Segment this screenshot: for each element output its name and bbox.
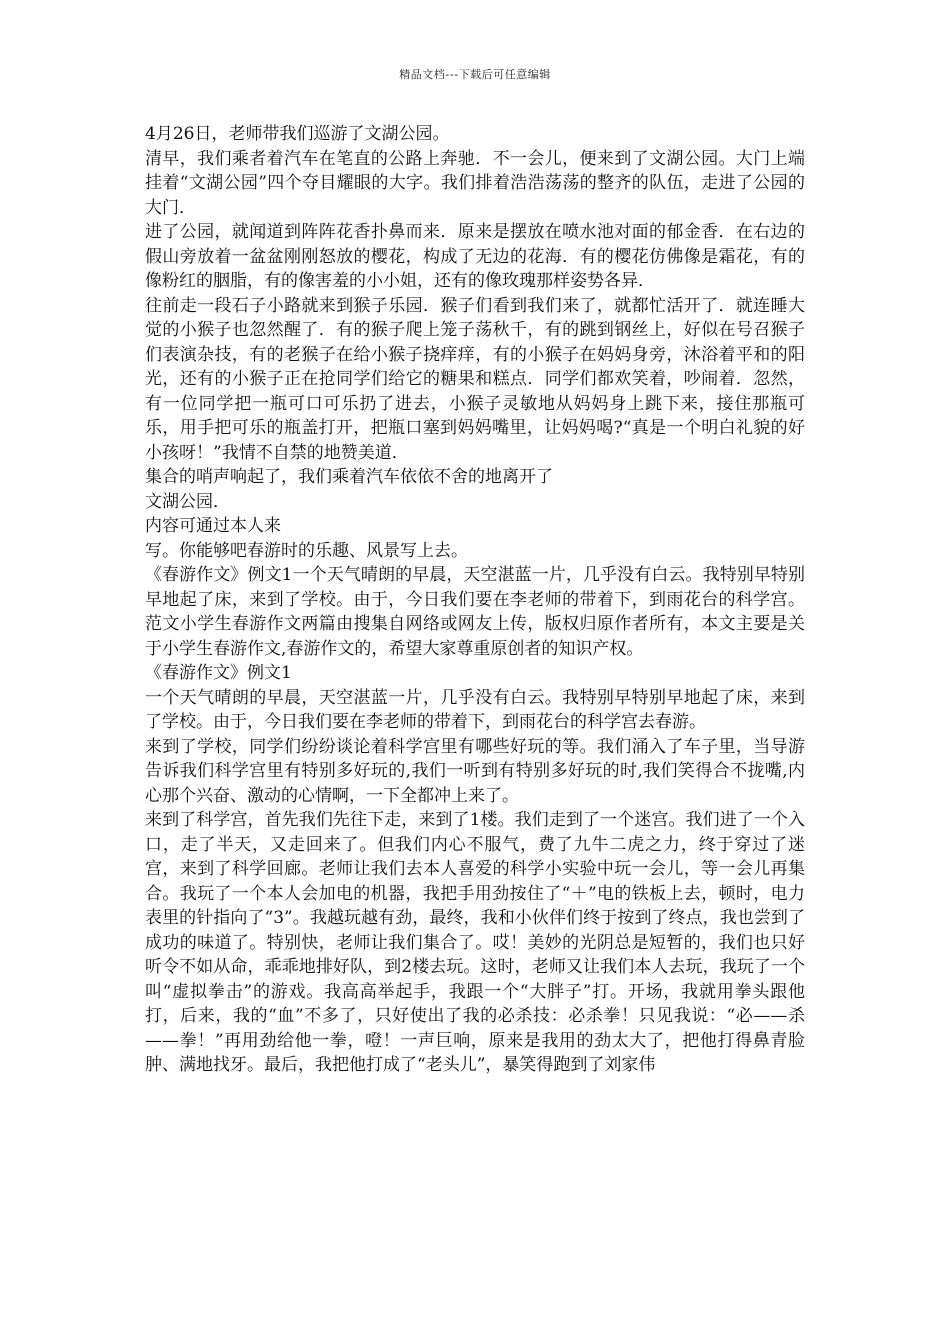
- paragraph-intro-example: 《春游作文》例文1一个天气晴朗的早晨，天空湛蓝一片，几乎没有白云。我特别早特别早地起了床，来到了学校。由于，今日我们要在李老师的带着下，到雨花台的科学宫。范文小学生春游作文两篇由搜集自网络或网友上传，版权归原作者所有，本文主要是关于小学生春游作文,春游作文的，希望大家尊重原创者的知识产权。: [145, 565, 805, 659]
- paragraph-example-title: 《春游作文》例文1: [145, 663, 292, 683]
- paragraph-flowers: 进了公园，就闻道到阵阵花香扑鼻而来．原来是摆放在喷水池对面的郁金香．在右边的假山旁放着一盆盆刚刚怒放的樱花，构成了无边的花海．有的樱花仿佛像是霜花，有的像粉红的胭脂，有的像害羞的小小姐，还有的像玫瑰那样姿势各异．: [145, 222, 805, 291]
- paragraph-note-1: 内容可通过本人来: [145, 516, 281, 536]
- paragraph-note-2: 写。你能够吧春游时的乐趣、风景写上去。: [145, 540, 468, 561]
- paragraph-monkeys: 往前走一段石子小路就来到猴子乐园．猴子们看到我们来了，就都忙活开了．就连睡大觉的小猴子也忽然醒了．有的猴子爬上笼子荡秋千，有的跳到钢丝上，好似在号召猴子们表演杂技，有的老猴子在给小猴子挠痒痒，有的小猴子在妈妈身旁，沐浴着平和的阳光，还有的小猴子正在抢同学们给它的糖果和糕点．同学们都欢笑着，吵闹着．忽然，有一位同学把一瓶可口可乐扔了进去，小猴子灵敏地从妈妈身上跳下来，接住那瓶可乐，用手把可乐的瓶盖打开，把瓶口塞到妈妈嘴里，让妈妈喝?“真是一个明白礼貌的好小孩呀！”我情不自禁的地赞美道．: [145, 295, 805, 463]
- paragraph-example-morning: 一个天气晴朗的早晨，天空湛蓝一片，几乎没有白云。我特别早特别早地起了床，来到了学校。由于，今日我们要在李老师的带着下，到雨花台的科学宫去春游。: [145, 687, 805, 732]
- paragraph-school: 来到了学校，同学们纷纷谈论着科学宫里有哪些好玩的等。我们涌入了车子里，当导游告诉我们科学宫里有特别多好玩的,我们一听到有特别多好玩的时,我们笑得合不拢嘴,内心那个兴奋、激动的心情啊，一下全都冲上来了。: [145, 736, 805, 806]
- document-body: [145, 122, 805, 1078]
- paragraph-science-palace: 来到了科学宫，首先我们先往下走，来到了1楼。我们走到了一个迷宫。我们进了一个入口，走了半天，又走回来了。但我们内心不服气，费了九牛二虎之力，终于穿过了迷宫，来到了科学回廊。老师让我们去本人喜爱的科学小实验中玩一会儿，等一会儿再集合。我玩了一个本人会加电的机器，我把手用劲按住了“＋”电的铁板上去，顿时，电力表里的针指向了“3”。我越玩越有劲，最终，我和小伙伴们终于按到了终点，我也尝到了成功的味道了。特别快，老师让我们集合了。哎！美妙的光阴总是短暂的，我们也只好听令不如从命，乖乖地排好队，到2楼去玩。这时，老师又让我们本人去玩，我玩了一个叫“虚拟拳击”的游戏。我高高举起手，我跟一个“大胖子”打。开场，我就用拳头跟他打，后来，我的“血”不多了，只好使出了我的必杀技：必杀拳！只见我说：“必——杀——拳！”再用劲给他一拳，噔！一声巨响，原来是我用的劲太大了，把他打得鼻青脸肿、满地找牙。最后，我把他打成了“老头儿”，暴笑得跑到了刘家伟: [145, 810, 805, 1075]
- paragraph-leaving: 集合的哨声响起了，我们乘着汽车依依不舍的地离开了: [145, 467, 553, 487]
- paragraph-morning: 清早，我们乘者着汽车在笔直的公路上奔驰．不一会儿，便来到了文湖公园。大门上端挂着“文湖公园”四个夺目耀眼的大字。我们排着浩浩荡荡的整齐的队伍，走进了公园的大门．: [145, 148, 805, 218]
- paragraph-date: 4月26日，老师带我们巡游了文湖公园。: [145, 124, 450, 144]
- page-header: 精品文档---下载后可任意编辑: [399, 68, 551, 81]
- paragraph-park-name: 文湖公园．: [145, 491, 230, 512]
